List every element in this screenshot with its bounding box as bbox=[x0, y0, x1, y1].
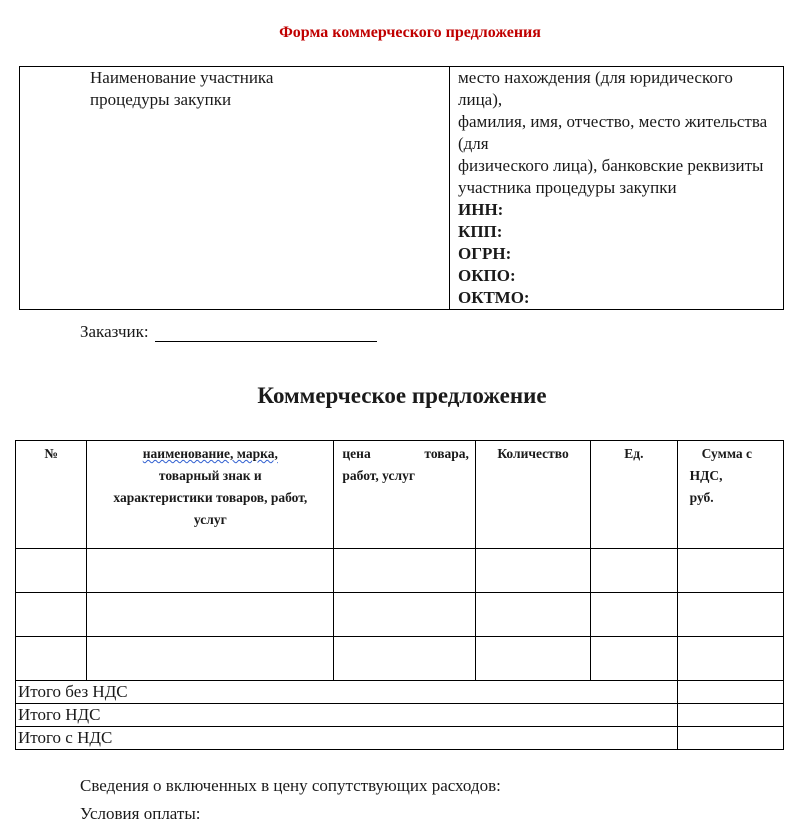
header-price bbox=[334, 441, 476, 549]
related-costs-label: Сведения о включенных в цену сопутствующих расходов: bbox=[80, 776, 501, 795]
cell-sum[interactable] bbox=[677, 549, 783, 593]
participant-info-table bbox=[19, 66, 784, 310]
cell-price[interactable] bbox=[334, 637, 476, 681]
cell-number[interactable] bbox=[16, 593, 87, 637]
cell-price[interactable] bbox=[334, 593, 476, 637]
participant-label-line: Наименование участника bbox=[90, 68, 274, 87]
header-unit: Ед. bbox=[591, 441, 678, 549]
total-row-without-vat bbox=[16, 681, 784, 704]
header-name-line: наименование, марка, bbox=[142, 446, 278, 461]
total-label: Итого с НДС bbox=[16, 727, 678, 750]
cell-number[interactable] bbox=[16, 637, 87, 681]
okpo-label: ОКПО: bbox=[458, 266, 516, 285]
cell-sum[interactable] bbox=[677, 593, 783, 637]
kpp-label: КПП: bbox=[458, 222, 503, 241]
header-sum bbox=[677, 441, 783, 549]
inn-label: ИНН: bbox=[458, 200, 504, 219]
total-row-vat bbox=[16, 704, 784, 727]
cell-quantity[interactable] bbox=[475, 593, 590, 637]
header-quantity: Количество bbox=[475, 441, 590, 549]
offer-table-header-row bbox=[16, 441, 784, 549]
header-number: № bbox=[16, 441, 87, 549]
payment-terms-label: Условия оплаты: bbox=[80, 804, 201, 823]
oktmo-label: ОКТМО: bbox=[458, 288, 530, 307]
header-name bbox=[87, 441, 334, 549]
table-row bbox=[16, 549, 784, 593]
customer-label: Заказчик: bbox=[80, 322, 149, 341]
participant-description-line: фамилия, имя, отчество, место жительства (для bbox=[458, 112, 768, 153]
ogrn-label: ОГРН: bbox=[458, 244, 512, 263]
form-title: Форма коммерческого предложения bbox=[279, 24, 541, 41]
table-row bbox=[16, 593, 784, 637]
cell-number[interactable] bbox=[16, 549, 87, 593]
total-value[interactable] bbox=[677, 704, 783, 727]
cell-unit[interactable] bbox=[591, 549, 678, 593]
header-name-line: характеристики товаров, работ, bbox=[113, 490, 308, 505]
participant-description-line: место нахождения (для юридического лица), bbox=[458, 68, 733, 109]
cell-price[interactable] bbox=[334, 549, 476, 593]
offer-table bbox=[15, 440, 784, 750]
cell-unit[interactable] bbox=[591, 593, 678, 637]
customer-field bbox=[80, 322, 377, 342]
header-price-line: цена товара, bbox=[342, 446, 469, 461]
total-label: Итого без НДС bbox=[16, 681, 678, 704]
participant-label-cell bbox=[20, 67, 450, 310]
total-value[interactable] bbox=[677, 727, 783, 750]
header-name-line: услуг bbox=[193, 512, 227, 527]
total-label: Итого НДС bbox=[16, 704, 678, 727]
header-sum-line: Сумма с bbox=[701, 446, 753, 461]
participant-description-line: участника процедуры закупки bbox=[458, 178, 677, 197]
cell-quantity[interactable] bbox=[475, 549, 590, 593]
participant-description-line: физического лица), банковские реквизиты bbox=[458, 156, 764, 175]
cell-name[interactable] bbox=[87, 637, 334, 681]
participant-label-line: процедуры закупки bbox=[90, 90, 232, 109]
header-sum-line: НДС, bbox=[689, 468, 723, 483]
cell-sum[interactable] bbox=[677, 637, 783, 681]
header-sum-line: руб. bbox=[689, 490, 714, 505]
offer-title: Коммерческое предложение bbox=[257, 383, 547, 408]
header-name-line: товарный знак и bbox=[158, 468, 262, 483]
cell-quantity[interactable] bbox=[475, 637, 590, 681]
total-row-with-vat bbox=[16, 727, 784, 750]
participant-details-cell[interactable] bbox=[450, 67, 784, 310]
customer-input-line[interactable] bbox=[155, 323, 377, 342]
cell-name[interactable] bbox=[87, 549, 334, 593]
table-row bbox=[16, 637, 784, 681]
cell-name[interactable] bbox=[87, 593, 334, 637]
header-price-line: работ, услуг bbox=[342, 468, 415, 483]
total-value[interactable] bbox=[677, 681, 783, 704]
cell-unit[interactable] bbox=[591, 637, 678, 681]
